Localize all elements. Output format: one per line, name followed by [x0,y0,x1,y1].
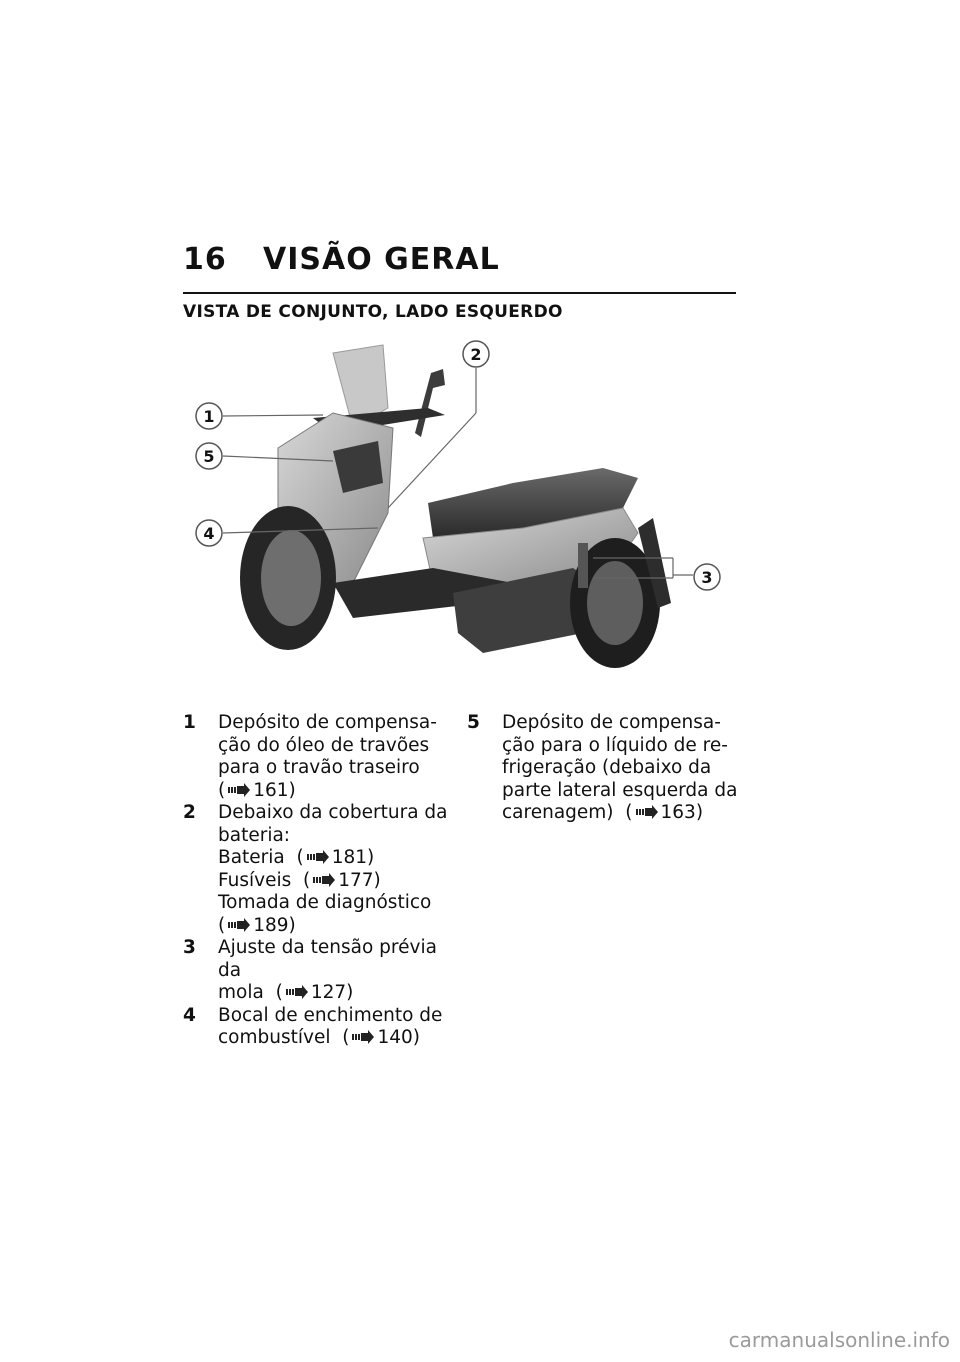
callout-1 [196,403,222,429]
callout-4 [196,520,222,546]
legend-number: 3 [183,937,196,958]
legend-text: Tomada de diagnóstico [218,892,432,913]
svg-text:3: 3 [701,568,713,587]
svg-text:5: 5 [203,447,215,466]
legend-text: Debaixo da cobertura da [218,802,448,823]
page-reference-arrow-icon [636,805,658,819]
page-reference-arrow-icon [352,1030,374,1044]
callout-5 [196,443,222,469]
legend-left [183,712,458,1050]
chapter-title: VISÃO GERAL [263,242,500,277]
legend-text: Ajuste da tensão prévia da [218,937,437,981]
section-title: VISTA DE CONJUNTO, LADO ESQUERDO [183,302,563,322]
header-rule [183,292,736,294]
page-reference-arrow-icon [228,918,250,932]
svg-text:2: 2 [470,345,482,364]
watermark: carmanualsonline.info [728,1328,950,1352]
legend-text: ção para o líquido de re- [502,734,728,756]
page-reference[interactable]: Bateria ( 181) [218,847,375,868]
legend-text: bateria: [218,824,291,846]
page-number: 16 [183,242,227,277]
page-reference[interactable]: ( 189) [218,914,296,936]
legend-item-2 [183,802,458,937]
callout-3 [694,564,720,590]
legend-item-1 [183,712,458,802]
page-reference-arrow-icon [286,985,308,999]
page-reference[interactable]: combustível ( 140) [218,1027,420,1048]
svg-text:1: 1 [203,407,215,426]
scooter-illustration [183,333,736,685]
legend-item-4 [183,1005,458,1050]
svg-text:4: 4 [203,524,215,543]
legend-text: Bocal de enchimento de [218,1004,443,1026]
page-reference-arrow-icon [307,850,329,864]
legend-text: Depósito de compensa- [502,712,721,733]
scooter-figure [183,333,736,685]
legend-number: 5 [467,712,480,733]
legend-text: ção do óleo de travões [218,734,430,756]
legend-number: 1 [183,712,196,733]
callout-2 [463,341,489,367]
page-reference-arrow-icon [228,783,250,797]
legend-number: 2 [183,802,196,823]
page-reference-arrow-icon [313,873,335,887]
legend-item-3 [183,937,458,1005]
legend-right [467,712,742,825]
page-header [183,238,500,282]
page-reference[interactable]: mola ( 127) [218,982,354,1003]
legend-text: para o travão traseiro [218,757,420,778]
page-reference[interactable]: Fusíveis ( 177) [218,869,381,891]
legend-text: frigeração (debaixo da [502,757,712,778]
legend-text: parte lateral esquerda da [502,779,738,801]
legend-number: 4 [183,1004,196,1026]
page-reference[interactable]: carenagem) ( 163) [502,802,704,823]
legend-item-5 [467,712,742,825]
page-reference[interactable]: ( 161) [218,779,296,801]
legend-text: Depósito de compensa- [218,712,437,733]
